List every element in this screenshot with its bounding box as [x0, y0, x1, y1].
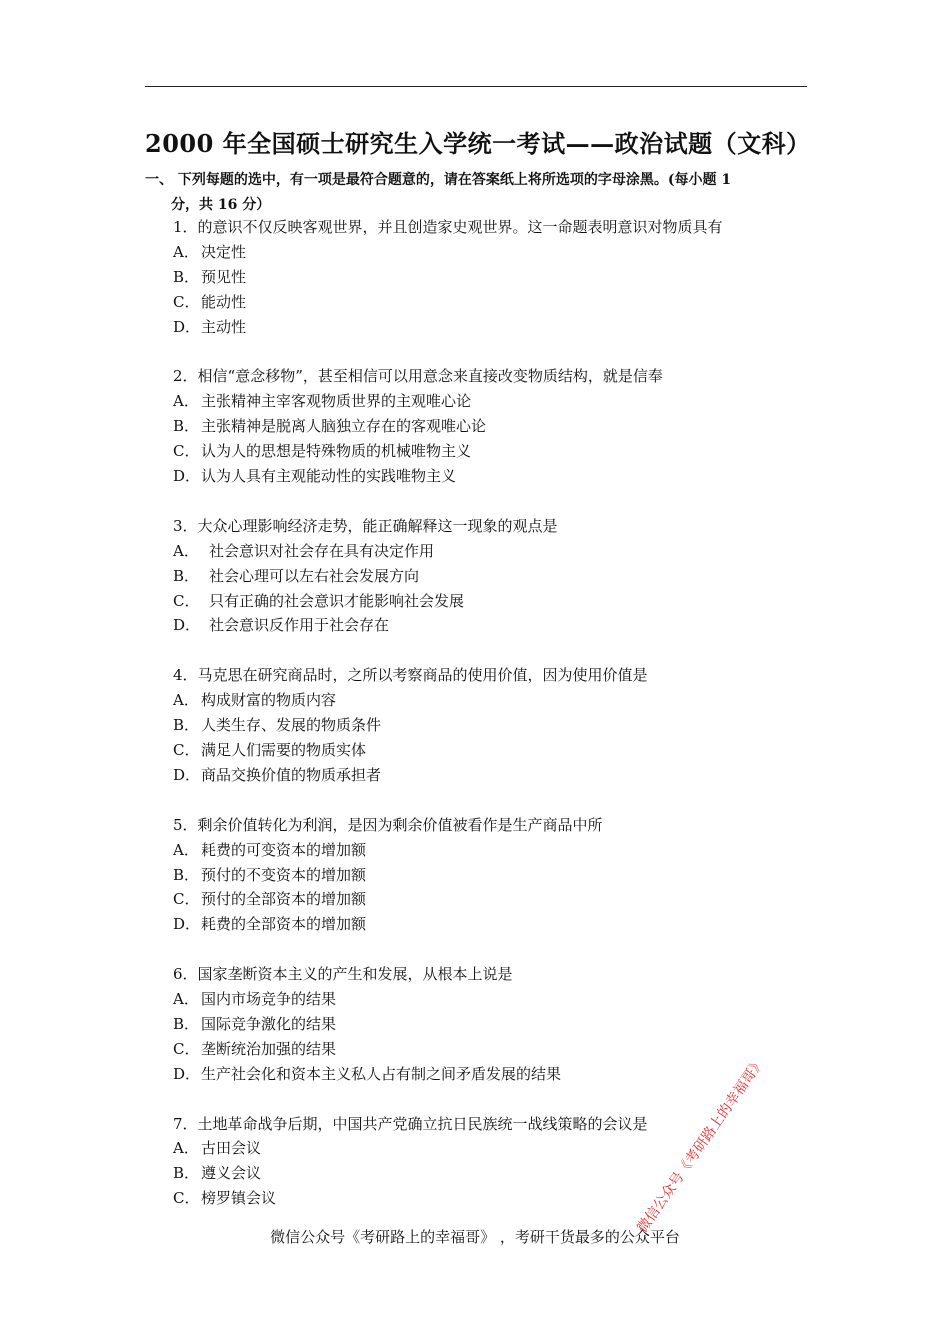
option-letter: C． [173, 890, 200, 909]
option-letter: B． [173, 1164, 200, 1183]
answer-option [173, 265, 813, 290]
answer-option [173, 688, 813, 713]
answer-option [173, 1136, 813, 1161]
question-list [173, 215, 813, 1236]
option-text: 商品交换价值的物质承担者 [201, 765, 382, 784]
answer-option [173, 589, 813, 614]
option-text: 主张精神主宰客观物质世界的主观唯心论 [201, 392, 472, 411]
option-text: 预付的全部资本的增加额 [201, 890, 367, 909]
option-letter: B． [173, 865, 200, 884]
option-text: 预见性 [201, 267, 247, 286]
option-text: 满足人们需要的物质实体 [201, 740, 367, 759]
option-letter: A． [173, 392, 199, 411]
answer-option [173, 912, 813, 937]
option-text: 遵义会议 [201, 1164, 262, 1183]
option-text: 古田会议 [201, 1139, 262, 1158]
answer-option [173, 1186, 813, 1211]
option-text: 社会意识反作用于社会存在 [209, 616, 390, 635]
question-stem: 5．剩余价值转化为利润，是因为剩余价值被看作是生产商品中所 [173, 815, 603, 834]
answer-option [173, 315, 813, 340]
option-letter: C． [173, 1039, 200, 1058]
question-stem: 3．大众心理影响经济走势，能正确解释这一现象的观点是 [173, 516, 558, 535]
option-letter: A． [173, 990, 199, 1009]
option-text: 榜罗镇会议 [201, 1189, 277, 1208]
question-stem: 2．相信“意念移物”，甚至相信可以用意念来直接改变物质结构，就是信奉 [173, 367, 663, 386]
question-stem: 7．土地革命战争后期，中国共产党确立抗日民族统一战线策略的会议是 [173, 1114, 648, 1133]
option-text: 耗费的可变资本的增加额 [201, 840, 367, 859]
answer-option [173, 863, 813, 888]
question-stem: 1．的意识不仅反映客观世界，并且创造家史观世界。这一命题表明意识对物质具有 [173, 218, 723, 236]
answer-option [173, 1012, 813, 1037]
option-text: 人类生存、发展的物质条件 [201, 716, 382, 735]
option-letter: A． [173, 1139, 199, 1158]
instruction-line-2: 分，共 16 分） [171, 197, 271, 213]
answer-option [173, 987, 813, 1012]
answer-option [173, 1161, 813, 1186]
question-5 [173, 813, 813, 938]
option-letter: D． [173, 616, 201, 635]
option-text: 社会心理可以左右社会发展方向 [209, 566, 420, 585]
option-text: 构成财富的物质内容 [201, 691, 337, 710]
option-letter: C． [173, 292, 200, 311]
option-text: 生产社会化和资本主义私人占有制之间矛盾发展的结果 [201, 1064, 562, 1083]
option-text: 只有正确的社会意识才能影响社会发展 [209, 591, 465, 610]
option-letter: B． [173, 716, 200, 735]
answer-option [173, 887, 813, 912]
answer-option [173, 290, 813, 315]
answer-option [173, 414, 813, 439]
answer-option [173, 539, 813, 564]
answer-option [173, 240, 813, 265]
watermark-text: 微信公众号《考研路上的幸福哥》 [634, 1054, 769, 1236]
question-4 [173, 663, 813, 788]
option-letter: D． [173, 317, 201, 336]
option-text: 耗费的全部资本的增加额 [201, 915, 367, 934]
option-letter: B． [173, 267, 200, 286]
option-letter: C． [173, 442, 200, 461]
answer-option [173, 389, 813, 414]
option-text: 认为人具有主观能动性的实践唯物主义 [201, 467, 457, 486]
answer-option [173, 713, 813, 738]
option-letter: C． [173, 1189, 200, 1208]
option-text: 国际竞争激化的结果 [201, 1014, 337, 1033]
answer-option [173, 1037, 813, 1062]
option-letter: D． [173, 765, 201, 784]
page-title: 2000 年全国硕士研究生入学统一考试——政治试题（文科） [145, 129, 811, 158]
option-letter: B． [173, 1014, 200, 1033]
option-text: 预付的不变资本的增加额 [201, 865, 367, 884]
question-2 [173, 364, 813, 489]
answer-option [173, 613, 813, 638]
answer-option [173, 1062, 813, 1087]
option-letter: C． [173, 591, 200, 610]
option-letter: D． [173, 467, 201, 486]
answer-option [173, 439, 813, 464]
question-3 [173, 514, 813, 639]
instruction-line-1: 一、 下列每题的选中，有一项是最符合题意的，请在答案纸上将所选项的字母涂黑。(每小题 1 [145, 172, 732, 188]
question-stem: 4．马克思在研究商品时，之所以考察商品的使用价值，因为使用价值是 [173, 666, 648, 685]
option-letter: C． [173, 740, 200, 759]
option-text: 社会意识对社会存在具有决定作用 [209, 541, 435, 560]
answer-option [173, 763, 813, 788]
option-letter: D． [173, 915, 201, 934]
page-footer: 微信公众号《考研路上的幸福哥》 ，考研干货最多的公众平台 [270, 1228, 680, 1246]
top-rule [145, 86, 807, 87]
answer-option [173, 838, 813, 863]
option-text: 国内市场竞争的结果 [201, 990, 337, 1009]
option-letter: B． [173, 417, 200, 436]
answer-option [173, 738, 813, 763]
option-text: 垄断统治加强的结果 [201, 1039, 337, 1058]
option-text: 主动性 [201, 317, 247, 336]
option-letter: A． [173, 840, 199, 859]
option-letter: D． [173, 1064, 201, 1083]
option-letter: A． [173, 541, 199, 560]
option-text: 决定性 [201, 242, 247, 261]
option-letter: A． [173, 242, 199, 261]
option-letter: A． [173, 691, 199, 710]
question-1 [173, 215, 813, 340]
answer-option [173, 564, 813, 589]
question-stem: 6．国家垄断资本主义的产生和发展，从根本上说是 [173, 965, 513, 984]
question-6 [173, 962, 813, 1087]
answer-option [173, 464, 813, 489]
section-instruction [145, 168, 810, 218]
option-letter: B． [173, 566, 200, 585]
option-text: 主张精神是脱离人脑独立存在的客观唯心论 [201, 417, 487, 436]
option-text: 能动性 [201, 292, 247, 311]
option-text: 认为人的思想是特殊物质的机械唯物主义 [201, 442, 472, 461]
